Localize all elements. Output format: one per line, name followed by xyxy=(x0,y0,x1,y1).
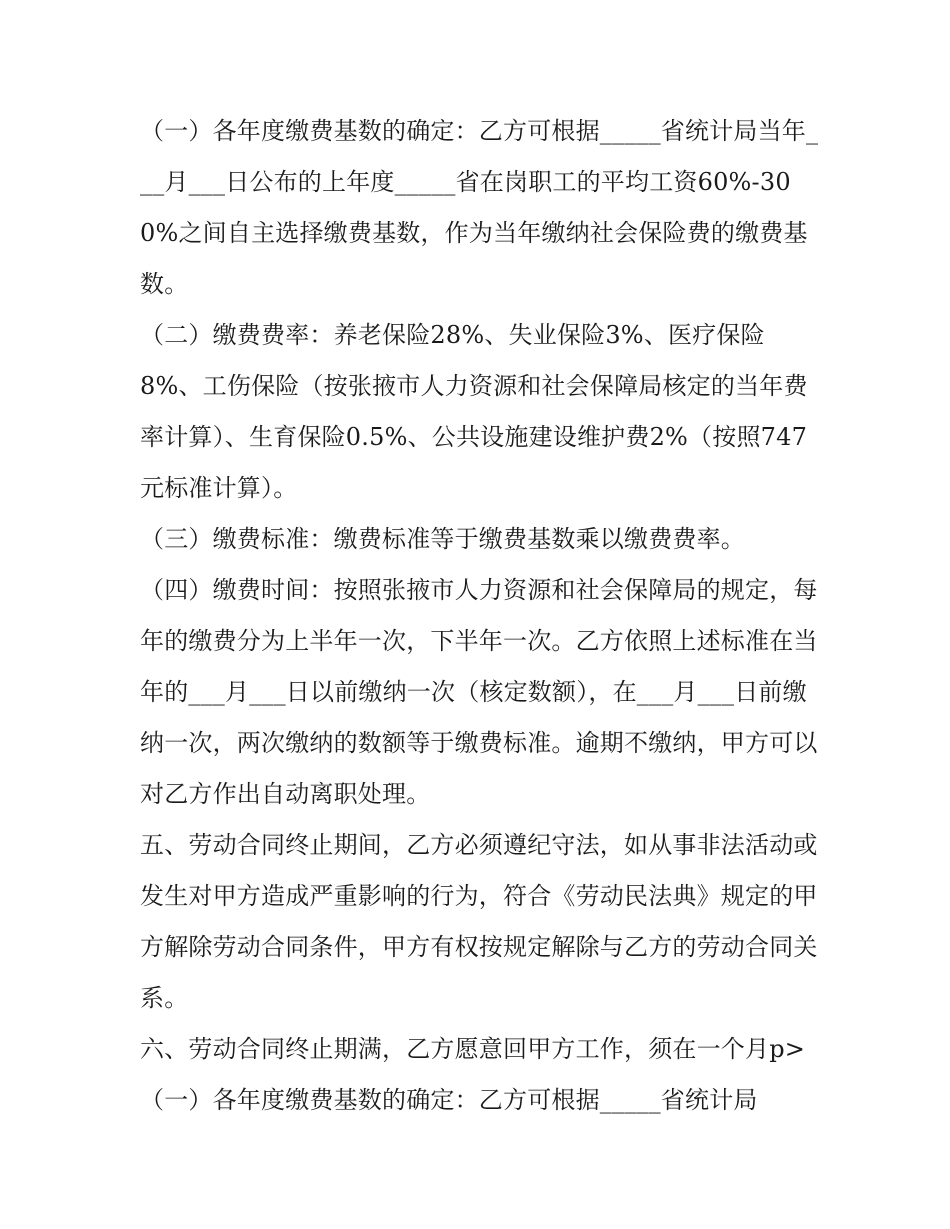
document-body xyxy=(140,106,820,1126)
paragraph-contribution-standard: （三）缴费标准：缴费标准等于缴费基数乘以缴费费率。 xyxy=(140,525,745,553)
paragraph-contribution-rate: （二）缴费费率：养老保险28%、失业保险3%、医疗保险8%、工伤保险（按张掖市人力资源和社会保障局核定的当年费率计算）、生育保险0.5%、公共设施建设维护费2%（按照747元标准计算）。 xyxy=(140,321,808,502)
paragraph-contribution-base: （一）各年度缴费基数的确定：乙方可根据_____省统计局当年___月___日公布的上年度_____省在岗职工的平均工资60%-300%之间自主选择缴费基数，作为当年缴纳社会保险费的缴费基数。 xyxy=(140,117,819,298)
paragraph-contribution-time: （四）缴费时间：按照张掖市人力资源和社会保障局的规定，每年的缴费分为上半年一次，下半年一次。乙方依照上述标准在当年的___月___日以前缴纳一次（核定数额），在___月___日前缴纳一次，两次缴纳的数额等于缴费标准。逾期不缴纳，甲方可以对乙方作出自动离职处理。 xyxy=(140,576,818,808)
paragraph-section-six: 六、劳动合同终止期满，乙方愿意回甲方工作，须在一个月p>（一）各年度缴费基数的确定：乙方可根据_____省统计局 xyxy=(140,1035,806,1114)
paragraph-section-five: 五、劳动合同终止期间，乙方必须遵纪守法，如从事非法活动或发生对甲方造成严重影响的行为，符合《劳动民法典》规定的甲方解除劳动合同条件，甲方有权按规定解除与乙方的劳动合同关系。 xyxy=(140,831,818,1012)
